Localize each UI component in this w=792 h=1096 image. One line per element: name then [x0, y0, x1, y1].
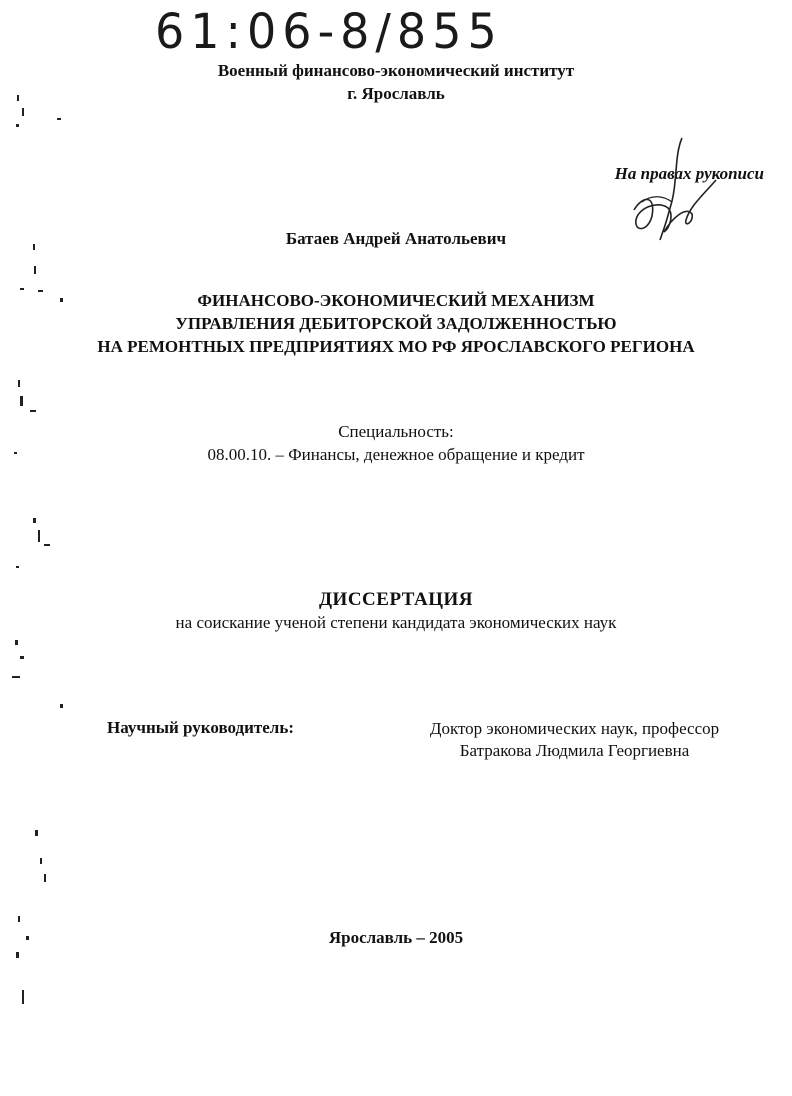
supervisor-degree: Доктор экономических наук, профессор — [429, 719, 720, 738]
title-line-2: УПРАВЛЕНИЯ ДЕБИТОРСКОЙ ЗАДОЛЖЕННОСТЬЮ — [175, 314, 617, 333]
title-line-1: ФИНАНСОВО-ЭКОНОМИЧЕСКИЙ МЕХАНИЗМ — [197, 291, 595, 310]
archive-code: 61:06-8/855 — [155, 2, 503, 60]
degree-purpose: на соискание ученой степени кандидата экономических наук — [175, 613, 617, 632]
supervisor-name: Батракова Людмила Георгиевна — [459, 741, 690, 760]
institute-city: г. Ярославль — [347, 84, 445, 103]
specialty-label: Специальность: — [338, 422, 454, 441]
city-year: Ярославль – 2005 — [328, 928, 464, 947]
document-type: ДИССЕРТАЦИЯ — [318, 589, 474, 610]
manuscript-rights: На правах рукописи — [614, 164, 764, 183]
institute-name: Военный финансово-экономический институт — [217, 61, 575, 80]
supervisor-info — [380, 718, 769, 762]
specialty-value: 08.00.10. – Финансы, денежное обращение и кредит — [207, 445, 585, 464]
scan-artifacts — [0, 0, 80, 1096]
title-line-3: НА РЕМОНТНЫХ ПРЕДПРИЯТИЯХ МО РФ ЯРОСЛАВСКОГО РЕГИОНА — [97, 337, 695, 356]
author-name: Батаев Андрей Анатольевич — [285, 229, 507, 248]
supervisor-label: Научный руководитель: — [107, 718, 294, 737]
